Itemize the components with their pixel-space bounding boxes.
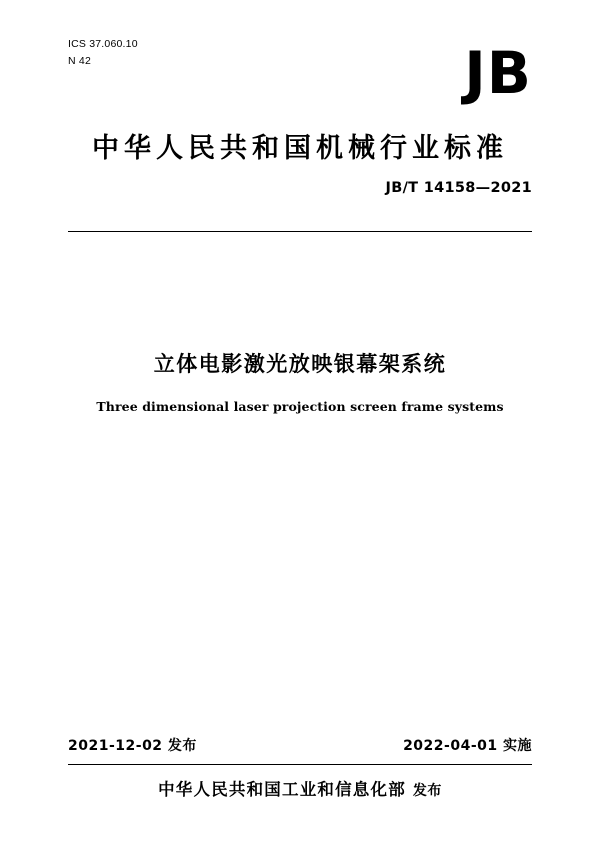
classification-code: N 42 (68, 55, 91, 67)
issuing-authority-name: 中华人民共和国工业和信息化部 (158, 780, 406, 799)
ics-code: ICS 37.060.10 (68, 38, 138, 50)
issue-date: 2021-12-02 发布 (68, 738, 197, 754)
effective-date: 2022-04-01 实施 (403, 738, 532, 754)
standard-number: JB/T 14158—2021 (385, 180, 532, 196)
issuing-authority (68, 776, 532, 800)
issuing-authority-suffix: 发布 (412, 783, 442, 799)
divider-bottom (68, 764, 532, 765)
document-title-chinese: 立体电影激光放映银幕架系统 (153, 352, 447, 376)
footer-dates (68, 735, 532, 755)
ics-classification (68, 36, 138, 70)
document-title-english: Three dimensional laser projection screen frame systems (96, 399, 504, 414)
jb-logo: JB (464, 39, 532, 107)
authority-title: 中华人民共和国机械行业标准 (92, 133, 508, 164)
divider-top (68, 231, 532, 232)
